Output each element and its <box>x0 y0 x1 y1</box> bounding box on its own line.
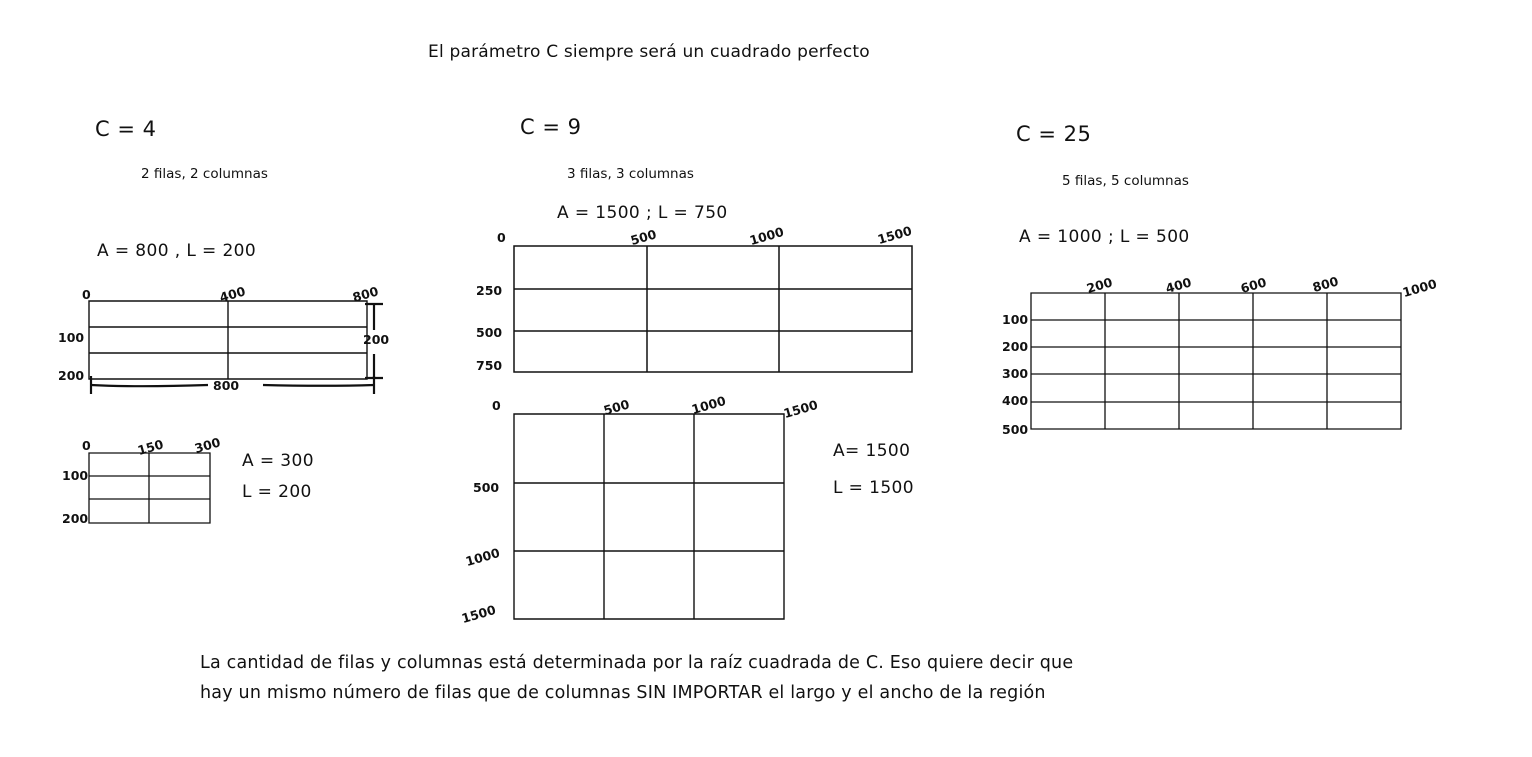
ytick-c25-3: 400 <box>1002 393 1029 408</box>
ytick-c9-g2-3: 1500 <box>459 601 498 626</box>
annotation-c4-grid1: A = 800 , L = 200 <box>97 241 257 261</box>
grid-c9-1500x750 <box>513 245 913 373</box>
ytick-c4-g2-2: 200 <box>62 511 89 526</box>
xtick-c4-g2-2: 300 <box>192 434 223 456</box>
section-heading-c4: C = 4 <box>95 117 157 141</box>
section-subheading-c9: 3 filas, 3 columnas <box>567 166 694 182</box>
xtick-c25-3: 800 <box>1310 273 1341 295</box>
section-subheading-c25: 5 filas, 5 columnas <box>1062 173 1189 189</box>
annotation-c4-g2-line2: L = 200 <box>242 482 312 502</box>
ytick-c25-1: 200 <box>1002 339 1029 354</box>
xtick-c9-g2-2: 1000 <box>689 392 728 417</box>
page-title: El parámetro C siempre será un cuadrado perfecto <box>428 42 870 62</box>
annotation-c4-g2-line1: A = 300 <box>242 451 314 471</box>
xtick-c9-g1-3: 1500 <box>875 222 914 247</box>
section-subheading-c4: 2 filas, 2 columnas <box>141 166 268 182</box>
grid-c25-1000x500 <box>1030 292 1402 430</box>
xtick-c25-0: 200 <box>1084 274 1115 296</box>
xtick-c4-g1-0: 0 <box>82 287 91 302</box>
grid-c9-1500x1500 <box>513 413 785 620</box>
ytick-c4-g1-2: 200 <box>58 368 85 383</box>
xtick-c25-4: 1000 <box>1400 275 1439 300</box>
xtick-c9-g1-2: 1000 <box>747 223 786 248</box>
width-label-c4: 800 <box>213 378 240 393</box>
ytick-c4-g1-1: 100 <box>58 330 85 345</box>
section-heading-c25: C = 25 <box>1016 122 1092 146</box>
xtick-c25-1: 400 <box>1163 274 1194 296</box>
annotation-c9-g2-line1: A= 1500 <box>833 441 911 461</box>
xtick-c9-g2-3: 1500 <box>781 396 820 421</box>
ytick-c25-0: 100 <box>1002 312 1029 327</box>
height-label-c4: 200 <box>363 332 390 347</box>
xtick-c9-g1-0: 0 <box>497 230 506 245</box>
xtick-c9-g2-1: 500 <box>601 396 632 418</box>
grid-c4-800x200 <box>88 300 368 380</box>
footer-line-2: hay un mismo número de filas que de columnas SIN IMPORTAR el largo y el ancho de la región <box>200 683 1046 703</box>
ytick-c9-g2-1: 500 <box>473 480 500 495</box>
xtick-c4-g1-2: 800 <box>350 283 381 305</box>
ytick-c9-g2-2: 1000 <box>463 544 502 569</box>
xtick-c9-g1-1: 500 <box>628 226 659 248</box>
annotation-c9-grid1: A = 1500 ; L = 750 <box>557 203 728 223</box>
ytick-c25-4: 500 <box>1002 422 1029 437</box>
xtick-c25-2: 600 <box>1238 274 1269 296</box>
ytick-c25-2: 300 <box>1002 366 1029 381</box>
ytick-c9-g1-3: 750 <box>476 358 503 373</box>
annotation-c25-grid1: A = 1000 ; L = 500 <box>1019 227 1190 247</box>
xtick-c4-g2-1: 150 <box>135 436 166 458</box>
ytick-c9-g1-1: 250 <box>476 283 503 298</box>
xtick-c9-g2-0: 0 <box>492 398 501 413</box>
ytick-c9-g1-2: 500 <box>476 325 503 340</box>
annotation-c9-g2-line2: L = 1500 <box>833 478 914 498</box>
xtick-c4-g1-1: 400 <box>217 283 248 305</box>
ytick-c4-g2-1: 100 <box>62 468 89 483</box>
footer-line-1: La cantidad de filas y columnas está determinada por la raíz cuadrada de C. Eso quiere decir que <box>200 653 1074 673</box>
xtick-c4-g2-0: 0 <box>82 438 91 453</box>
grid-c4-300x200 <box>88 452 211 524</box>
section-heading-c9: C = 9 <box>520 115 582 139</box>
